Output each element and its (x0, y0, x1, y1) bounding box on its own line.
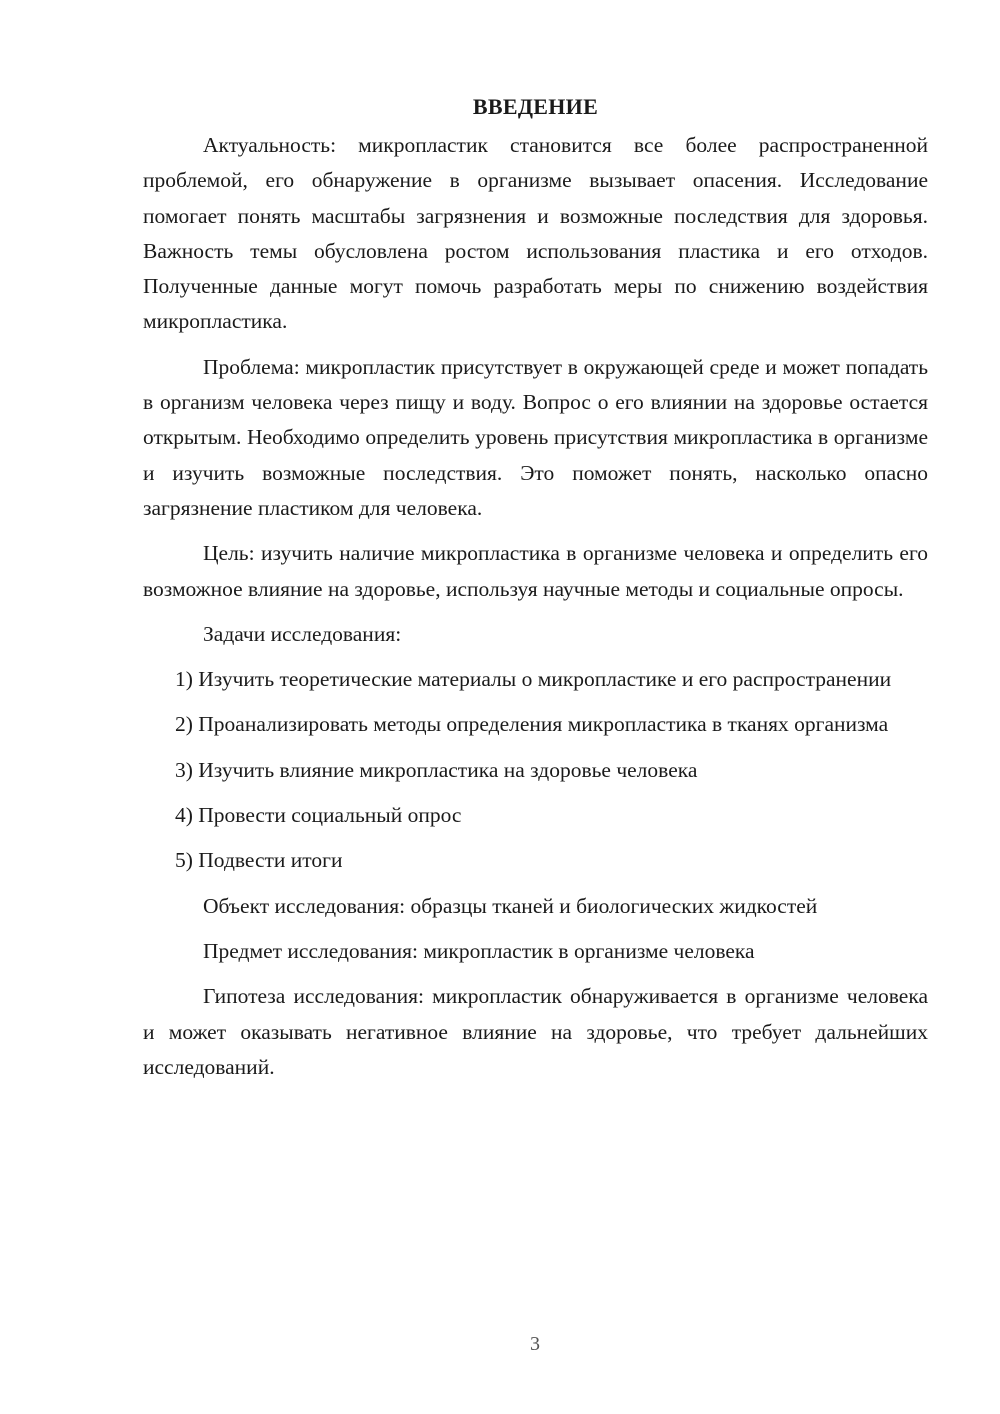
subject-paragraph: Предмет исследования: микропластик в организме человека (203, 938, 755, 963)
task-item: 3) Изучить влияние микропластика на здоровье человека (175, 757, 698, 782)
hypothesis-paragraph: Гипотеза исследования: микропластик обнаруживается в организме человека и может оказывать негативное влияние на здоровье, что требует дальнейших исследований. (143, 984, 928, 1079)
object-paragraph: Объект исследования: образцы тканей и биологических жидкостей (203, 893, 818, 918)
page-number: 3 (530, 1333, 540, 1355)
problem-paragraph: Проблема: микропластик присутствует в окружающей среде и может попадать в организм человека через пищу и воду. Вопрос о его влиянии на здоровье остается открытым. Необходимо определить уровень присутствия микропластика в организме и изучить возможные последствия. Это поможет понять, насколько опасно загрязнение пластиком для человека. (143, 354, 928, 520)
relevance-paragraph: Актуальность: микропластик становится все более распространенной проблемой, его обнаружение в организме вызывает опасения. Исследование помогает понять масштабы загрязнения и возможные последствия для здоровья. Важность темы обусловлена ростом использования пластика и его отходов. Полученные данные могут помочь разработать меры по снижению воздействия микропластика. (143, 133, 928, 334)
task-item: 2) Проанализировать методы определения микропластика в тканях организма (175, 712, 889, 737)
document-page (143, 92, 928, 1095)
task-item: 1) Изучить теоретические материалы о микропластике и его распространении (175, 667, 892, 692)
section-title: ВВЕДЕНИЕ (472, 94, 599, 119)
tasks-heading: Задачи исследования: (203, 621, 402, 646)
task-item: 4) Провести социальный опрос (175, 803, 462, 828)
goal-paragraph: Цель: изучить наличие микропластика в организме человека и определить его возможное влияние на здоровье, используя научные методы и социальные опросы. (143, 541, 928, 601)
task-item: 5) Подвести итоги (175, 848, 343, 873)
